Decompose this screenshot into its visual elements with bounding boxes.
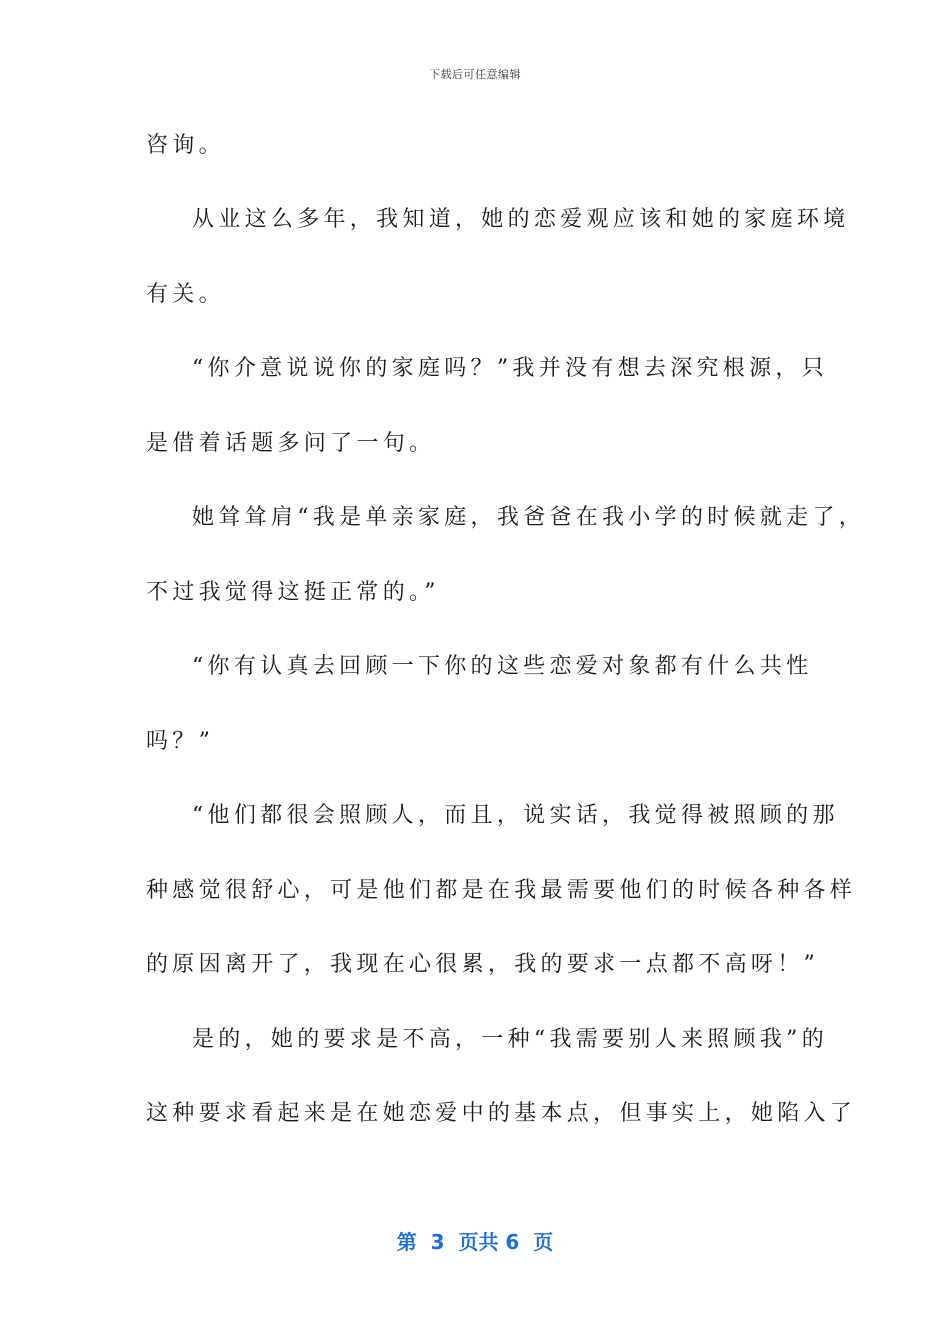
- body-line: 吗？”: [146, 729, 215, 754]
- body-line: 这种要求看起来是在她恋爱中的基本点，但事实上，她陷入了: [146, 1101, 857, 1126]
- page-header: 下载后可任意编辑: [429, 68, 521, 81]
- body-line: “你介意说说你的家庭吗？”我并没有想去深究根源，只: [192, 356, 828, 381]
- body-line: 是借着话题多问了一句。: [146, 431, 436, 456]
- body-line: 是的，她的要求是不高，一种“我需要别人来照顾我”的: [192, 1027, 828, 1052]
- body-line: 她耸耸肩“我是单亲家庭，我爸爸在我小学的时候就走了，: [192, 505, 866, 530]
- body-line: 从业这么多年，我知道，她的恋爱观应该和她的家庭环境: [192, 207, 850, 232]
- body-line: “他们都很会照顾人，而且，说实话，我觉得被照顾的那: [192, 803, 839, 828]
- page-number-footer: 第 3 页共 6 页: [396, 1230, 554, 1254]
- body-line: 不过我觉得这挺正常的。”: [146, 580, 440, 605]
- body-line: 咨询。: [146, 133, 225, 158]
- body-line: 种感觉很舒心，可是他们都是在我最需要他们的时候各种各样: [146, 878, 857, 903]
- body-line: “你有认真去回顾一下你的这些恋爱对象都有什么共性: [192, 654, 813, 679]
- body-line: 的原因离开了，我现在心很累，我的要求一点都不高呀！”: [146, 952, 820, 977]
- body-line: 有关。: [146, 282, 225, 307]
